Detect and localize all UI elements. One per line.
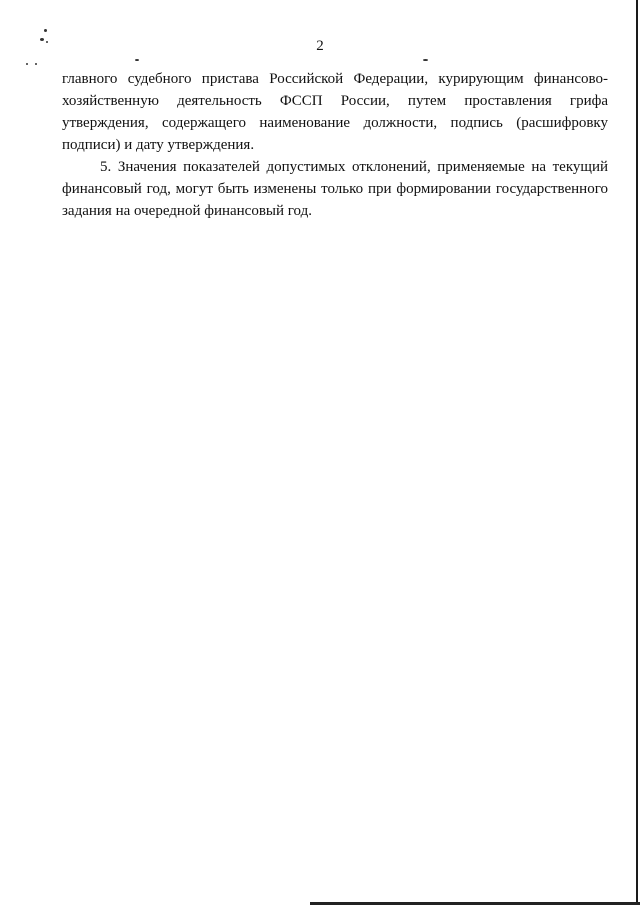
paragraph-item-5: 5. Значения показателей допустимых отклонений, применяемые на текущий финансовый год, могут быть изменены только при формировании государственного задания на очередной финансовый год. (62, 159, 608, 219)
paragraph-continued: главного судебного пристава Российской Федерации, курирующим финансово-хозяйственную деятельность ФССП России, путем проставления грифа утверждения, содержащего наименование должности, подпись (расшифровку подписи) и дату утверждения. (62, 71, 608, 153)
scan-speck (423, 59, 428, 61)
document-body (62, 68, 608, 222)
scan-edge-line (636, 0, 638, 905)
scan-speck (44, 29, 47, 32)
scan-speck (26, 63, 28, 65)
scan-speck (35, 63, 37, 65)
scan-speck (135, 59, 139, 61)
page-number: 2 (316, 38, 324, 54)
